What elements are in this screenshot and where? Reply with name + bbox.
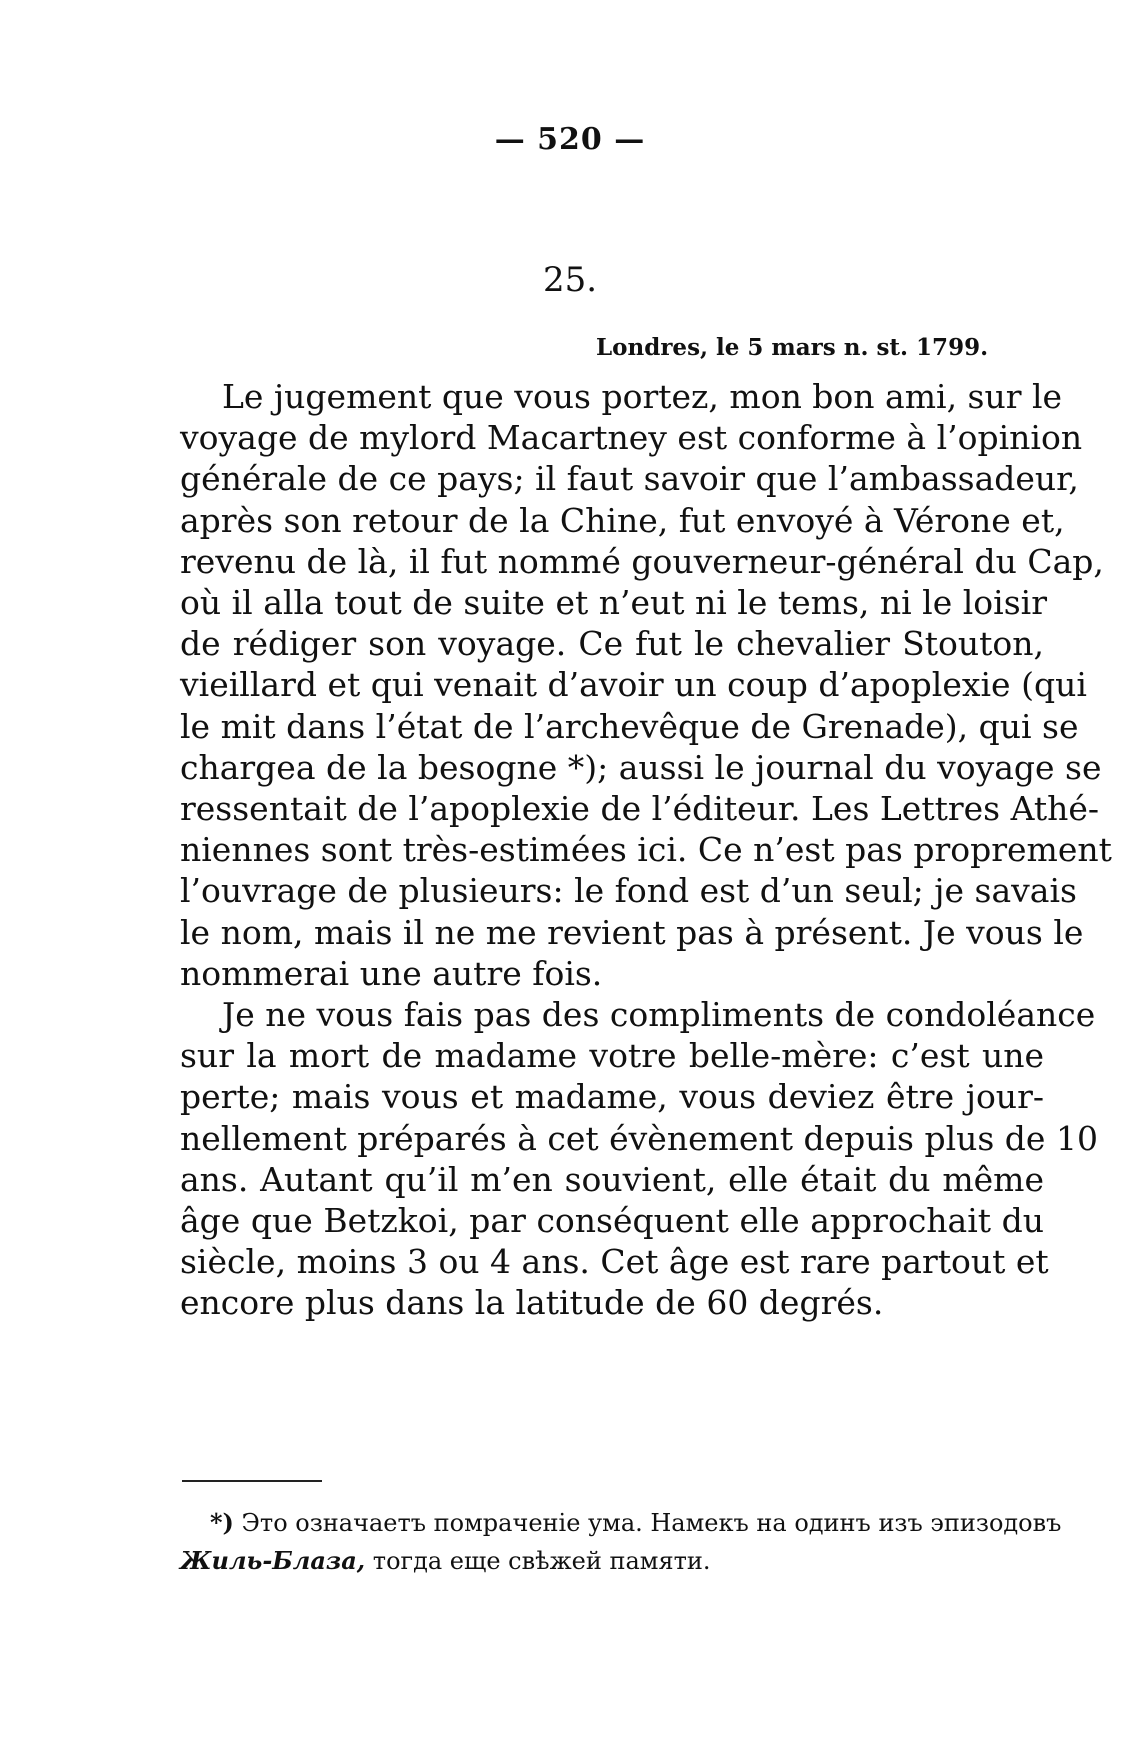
body-line: générale de ce pays; il faut savoir que l’ambassadeur, bbox=[180, 459, 1079, 499]
footnote-divider bbox=[182, 1480, 322, 1482]
body-line: encore plus dans la latitude de 60 degrés. bbox=[180, 1283, 884, 1323]
body-line: le mit dans l’état de l’archevêque de Grenade), qui se bbox=[180, 706, 1079, 746]
body-line: l’ouvrage de plusieurs: le fond est d’un seul; je savais bbox=[180, 871, 1077, 911]
body-line: nommerai une autre fois. bbox=[180, 953, 603, 993]
body-line: où il alla tout de suite et n’eut ni le tems, ni le loisir bbox=[180, 583, 1047, 623]
body-line: après son retour de la Chine, fut envoyé à Vérone et, bbox=[180, 500, 1065, 540]
body-line: siècle, moins 3 ou 4 ans. Cet âge est rare partout et bbox=[180, 1242, 1049, 1282]
body-line: ans. Autant qu’il m’en souvient, elle était du même bbox=[180, 1159, 1044, 1199]
page-number: — 520 — bbox=[494, 122, 646, 157]
footnote-line-2 bbox=[180, 1542, 1044, 1580]
body-line: sur la mort de madame votre belle-mère: c’est une bbox=[180, 1036, 1044, 1076]
footnote-line-1 bbox=[180, 1504, 1062, 1542]
letter-number: 25. bbox=[542, 260, 598, 300]
body-line: niennes sont très-estimées ici. Ce n’est pas proprement bbox=[180, 830, 1112, 870]
body-line: le nom, mais il ne me revient pas à présent. Je vous le bbox=[180, 912, 1084, 952]
body-line: voyage de mylord Macartney est conforme à l’opinion bbox=[180, 418, 1083, 458]
body-line: Je ne vous fais pas des compliments de condoléance bbox=[222, 995, 1096, 1035]
footnote-text-1: Это означаетъ помраченіе ума. Намекъ на одинъ изъ эпизодовъ bbox=[241, 1509, 1062, 1537]
footnote bbox=[180, 1504, 1062, 1580]
footnote-text-2: тогда еще свѣжей памяти. bbox=[365, 1547, 711, 1575]
footnote-italic-title: Жиль-Блаза, bbox=[180, 1546, 366, 1575]
body-line: âge que Betzkoi, par conséquent elle approchait du bbox=[180, 1201, 1044, 1241]
body-line: de rédiger son voyage. Ce fut le chevalier Stouton, bbox=[180, 624, 1044, 664]
body-line: Le jugement que vous portez, mon bon ami, sur le bbox=[222, 377, 1063, 416]
body-line: perte; mais vous et madame, vous deviez être jour- bbox=[180, 1077, 1044, 1117]
body-line: nellement préparés à cet évènement depuis plus de 10 bbox=[180, 1118, 1098, 1158]
body-line: vieillard et qui venait d’avoir un coup d’apoplexie (qui bbox=[180, 665, 1087, 705]
body-line: chargea de la besogne *); aussi le journal du voyage se bbox=[180, 747, 1102, 787]
body-line: ressentait de l’apoplexie de l’éditeur. Les Lettres Athé- bbox=[180, 789, 1100, 829]
body-line: revenu de là, il fut nommé gouverneur-général du Cap, bbox=[180, 541, 1104, 581]
footnote-marker: *) bbox=[210, 1508, 234, 1537]
letter-body bbox=[180, 376, 1112, 1324]
dateline: Londres, le 5 mars n. st. 1799. bbox=[596, 334, 989, 361]
